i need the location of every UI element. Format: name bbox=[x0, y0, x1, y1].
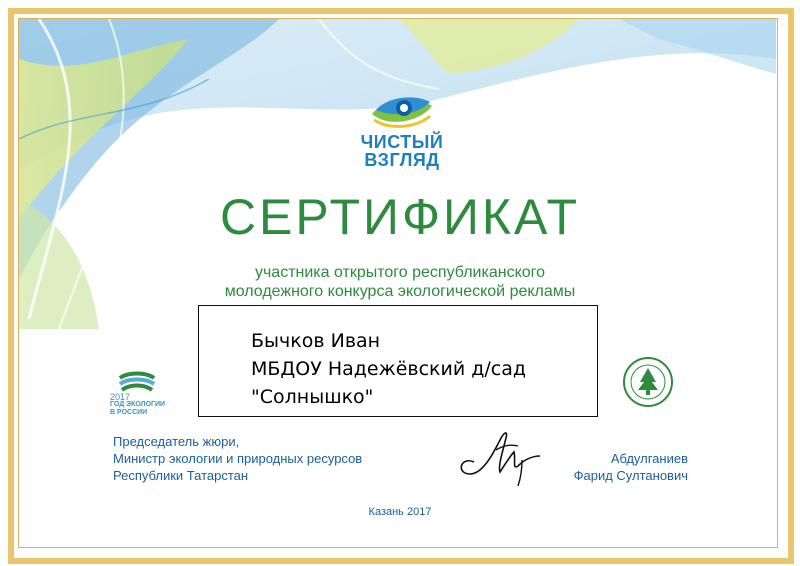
logo-text-line2: ВЗГЛЯД bbox=[364, 150, 440, 170]
signatory-title-line1: Председатель жюри, bbox=[113, 434, 240, 449]
handwritten-signature bbox=[452, 426, 542, 488]
recipient-name: Бычков Иван bbox=[251, 330, 381, 352]
year-of-ecology-caption bbox=[110, 393, 170, 417]
subtitle-line1: участника открытого республиканского bbox=[254, 264, 546, 281]
emblem-line2: В РОССИИ bbox=[110, 409, 148, 416]
emblem-line1: ГОД ЭКОЛОГИИ bbox=[110, 401, 166, 408]
signatory-surname: Абдулганиев bbox=[610, 451, 688, 466]
logo-text-line1: ЧИСТЫЙ bbox=[360, 132, 444, 152]
signatory-title-line2: Министр экологии и природных ресурсов bbox=[113, 451, 363, 466]
signatory-title-line3: Республики Татарстан bbox=[113, 468, 249, 483]
subtitle-line2: молодежного конкурса экологической рекламы bbox=[224, 283, 576, 300]
signatory-given-names: Фарид Султанович bbox=[573, 468, 688, 483]
recipient-box bbox=[198, 305, 598, 417]
chistyi-vzglyad-logo bbox=[352, 92, 452, 172]
ministry-seal-icon bbox=[622, 356, 674, 408]
recipient-organization: МБДОУ Надежёвский д/сад bbox=[251, 358, 527, 380]
eye-logo-icon bbox=[370, 92, 434, 132]
place-and-year: Казань 2017 bbox=[368, 506, 432, 518]
certificate-title: СЕРТИФИКАТ bbox=[219, 189, 581, 245]
emblem-year: 2017 bbox=[110, 392, 131, 402]
recipient-organization-name: "Солнышко" bbox=[251, 386, 374, 408]
